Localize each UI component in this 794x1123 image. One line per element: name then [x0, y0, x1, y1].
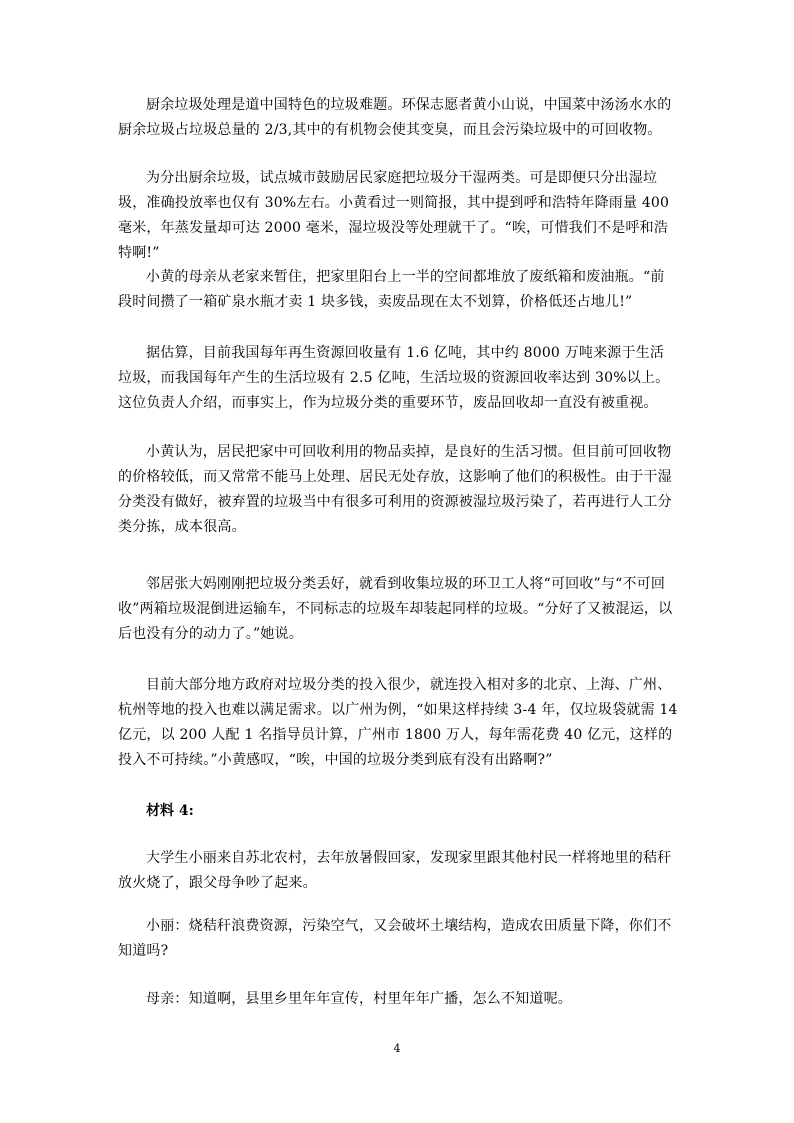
paragraph-mother-recyclables: 小黄的母亲从老家来暂住，把家里阳台上一半的空间都堆放了废纸箱和废油瓶。“前段时间攒了一箱矿泉水瓶才卖 1 块多钱，卖废品现在太不划算，价格低还占地儿!” [118, 269, 665, 310]
paragraph-straw-burning: 大学生小丽来自苏北农村，去年放暑假回家，发现家里跟其他村民一样将地里的秸秆放火烧了，跟父母争吵了起来。 [118, 850, 672, 891]
paragraph-recycling-estimate: 据估算，目前我国每年再生资源回收量有 1.6 亿吨，其中约 8000 万吨来源于生活垃圾，而我国每年产生的生活垃圾有 2.5 亿吨，生活垃圾的资源回收率达到 30%以上。这位负责人介绍，而事实上，作为垃圾分类的重要环节，废品回收却一直没有被重视。 [118, 345, 670, 411]
page-number: 4 [393, 1042, 401, 1055]
paragraph-xiaoli-dialogue: 小丽：烧秸秆浪费资源，污染空气，又会破坏土壤结构，造成农田质量下降，你们不知道吗? [118, 918, 672, 959]
material-heading: 材料 4: [146, 803, 194, 819]
paragraph-kitchen-waste: 厨余垃圾处理是道中国特色的垃圾难题。环保志愿者黄小山说，中国菜中汤汤水水的厨余垃圾占垃圾总量的 2/3,其中的有机物会使其变臭，而且会污染垃圾中的可回收物。 [118, 97, 672, 138]
paragraph-dry-wet-sorting: 为分出厨余垃圾，试点城市鼓励居民家庭把垃圾分干湿两类。可是即便只分出湿垃圾，准确投放率也仅有 30%左右。小黄看过一则简报，其中提到呼和浩特年降雨量 400 毫米，年蒸发量却可达 2000 毫米，湿垃圾没等处理就干了。“唉，可惜我们不是呼和浩特啊!” [118, 170, 670, 261]
paragraph-neighbor-mixing: 邻居张大妈刚刚把垃圾分类丢好，就看到收集垃圾的环卫工人将“可回收”与“不可回收”两箱垃圾混倒进运输车，不同标志的垃圾车却装起同样的垃圾。“分好了又被混运，以后也没有分的动力了。”她说。 [118, 576, 673, 642]
paragraph-recycling-habits: 小黄认为，居民把家中可回收利用的物品卖掉，是良好的生活习惯。但目前可回收物的价格较低，而又常常不能马上处理、居民无处存放，这影响了他们的积极性。由于干湿分类没有做好，被弃置的垃圾当中有很多可利用的资源被湿垃圾污染了，若再进行人工分类分拣，成本很高。 [118, 444, 672, 535]
paragraph-government-investment: 目前大部分地方政府对垃圾分类的投入很少，就连投入相对多的北京、上海、广州、杭州等地的投入也难以满足需求。以广州为例，“如果这样持续 3-4 年，仅垃圾袋就需 14 亿元，以 200 人配 1 名指导员计算，广州市 1800 万人，每年需花费 40 亿元，这样的投入不可持续。”小黄感叹，“唉，中国的垃圾分类到底有没有出路啊?” [118, 677, 678, 768]
paragraph-mother-dialogue: 母亲：知道啊，县里乡里年年宣传，村里年年广播，怎么不知道呢。 [146, 991, 572, 1007]
